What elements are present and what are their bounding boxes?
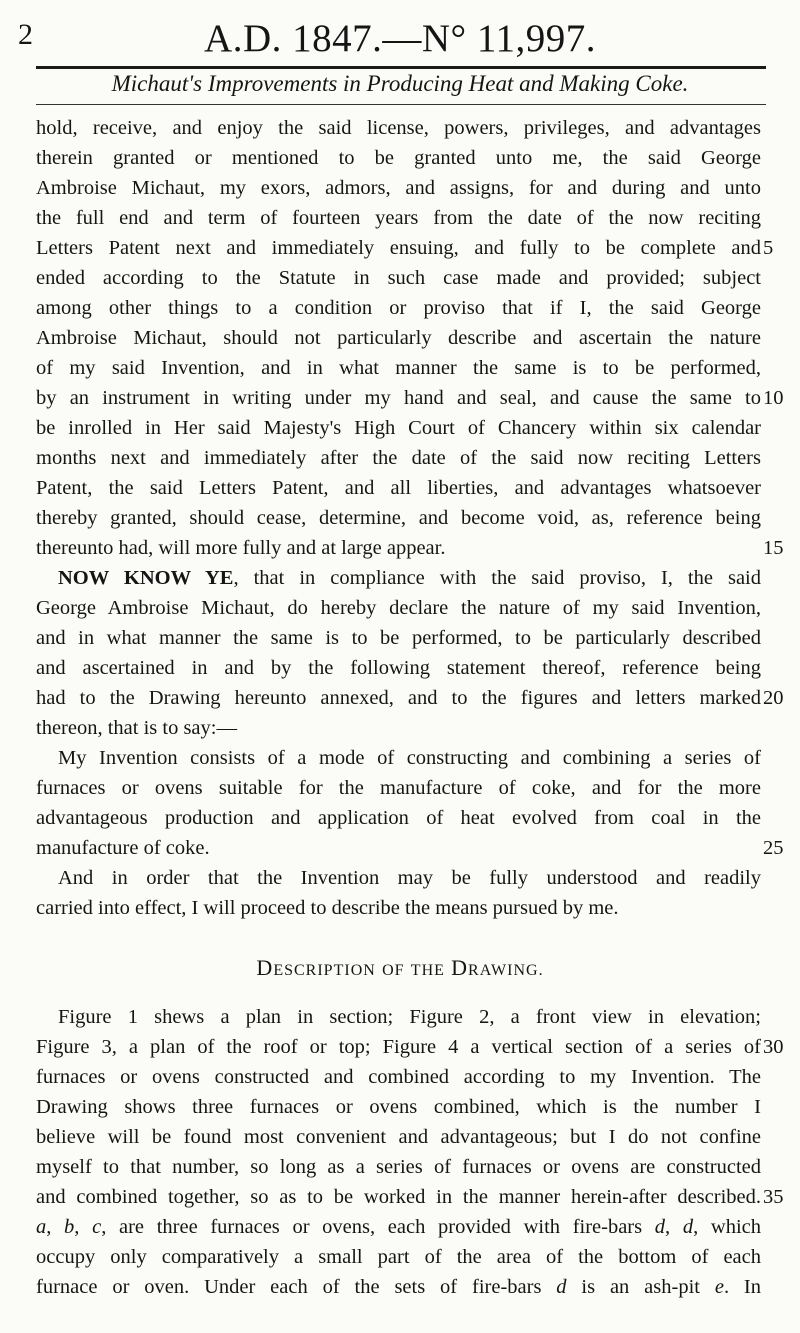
text-line: myself to that number, so long as a series of furnaces or ovens are constructed — [36, 1156, 761, 1178]
text-line: had to the Drawing hereunto annexed, and to the figures and letters marked — [36, 687, 761, 709]
text-line: by an instrument in writing under my hand and seal, and cause the same to — [36, 387, 761, 409]
text-line: therein granted or mentioned to be granted unto me, the said George — [36, 147, 761, 169]
text-line: And in order that the Invention may be fully understood and readily — [58, 867, 761, 889]
text-line: and combined together, so as to be worked in the manner herein-after described. — [36, 1186, 761, 1208]
text-line: thereunto had, will more fully and at large appear. — [36, 537, 446, 559]
line-number: 25 — [763, 837, 784, 859]
text-line: a, b, c, are three furnaces or ovens, each provided with fire-bars d, d, which — [36, 1216, 761, 1238]
text-line: furnace or oven. Under each of the sets of fire-bars d is an ash-pit e. In — [36, 1276, 762, 1298]
line-number: 30 — [763, 1036, 784, 1058]
line-number: 10 — [763, 387, 784, 409]
header-rule — [36, 66, 766, 69]
text-line: Figure 1 shews a plan in section; Figure 2, a front view in elevation; — [58, 1006, 761, 1028]
text-line: furnaces or ovens constructed and combined according to my Invention. The — [36, 1066, 761, 1088]
text-line: hold, receive, and enjoy the said license, powers, privileges, and advantages — [36, 117, 761, 139]
header-rule-thin — [36, 104, 766, 105]
text-line: of my said Invention, and in what manner the same is to be performed, — [36, 357, 761, 379]
text-line: Ambroise Michaut, should not particularly describe and ascertain the nature — [36, 327, 761, 349]
text-line: thereon, that is to say:— — [36, 717, 237, 739]
section-heading: DESCRIPTION OF THE DRAWING. — [256, 955, 544, 980]
text-line: among other things to a condition or proviso that if I, the said George — [36, 297, 761, 319]
text-line: carried into effect, I will proceed to describe the means pursued by me. — [36, 897, 619, 919]
line-number: 5 — [763, 237, 774, 259]
patent-title: A.D. 1847.—N° 11,997. — [204, 17, 596, 60]
text-line: My Invention consists of a mode of constructing and combining a series of — [58, 747, 761, 769]
text-line: Letters Patent next and immediately ensuing, and fully to be complete and — [36, 237, 761, 259]
text-line: NOW KNOW YE, that in compliance with the said proviso, I, the said — [58, 567, 762, 589]
line-number: 20 — [763, 687, 784, 709]
text-line: Patent, the said Letters Patent, and all liberties, and advantages whatsoever — [36, 477, 761, 499]
text-line: thereby granted, should cease, determine, and become void, as, reference being — [36, 507, 761, 529]
text-line: advantageous production and application of heat evolved from coal in the — [36, 807, 761, 829]
text-line: and in what manner the same is to be performed, to be particularly described — [36, 627, 761, 649]
line-number: 15 — [763, 537, 784, 559]
line-number: 35 — [763, 1186, 784, 1208]
text-line: months next and immediately after the date of the said now reciting Letters — [36, 447, 761, 469]
text-line: and ascertained in and by the following statement thereof, reference being — [36, 657, 761, 679]
text-line: believe will be found most convenient and advantageous; but I do not confine — [36, 1126, 761, 1148]
text-line: Drawing shows three furnaces or ovens combined, which is the number I — [36, 1096, 761, 1118]
text-line: furnaces or ovens suitable for the manufacture of coke, and for the more — [36, 777, 761, 799]
text-line: occupy only comparatively a small part of the area of the bottom of each — [36, 1246, 761, 1268]
text-line: Ambroise Michaut, my exors, admors, and assigns, for and during and unto — [36, 177, 761, 199]
text-line: manufacture of coke. — [36, 837, 210, 859]
running-title: Michaut's Improvements in Producing Heat and Making Coke. — [111, 71, 689, 96]
text-line: ended according to the Statute in such case made and provided; subject — [36, 267, 761, 289]
text-line: George Ambroise Michaut, do hereby declare the nature of my said Invention, — [36, 597, 761, 619]
text-line: Figure 3, a plan of the roof or top; Figure 4 a vertical section of a series of — [36, 1036, 761, 1058]
text-line: be inrolled in Her said Majesty's High Court of Chancery within six calendar — [36, 417, 761, 439]
text-line: the full end and term of fourteen years from the date of the now reciting — [36, 207, 761, 229]
page-number: 2 — [18, 18, 33, 51]
